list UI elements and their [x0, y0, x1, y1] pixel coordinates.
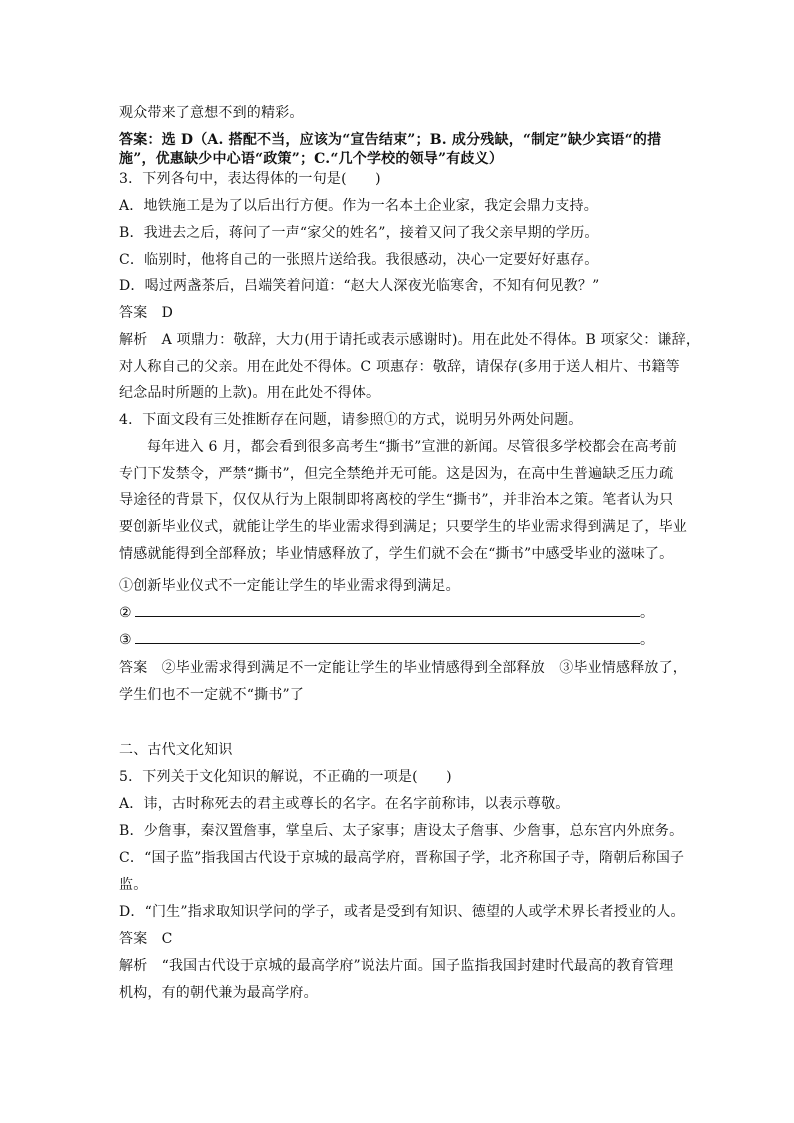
blank-end: 。 — [640, 605, 654, 621]
fill-blank-3[interactable] — [119, 630, 679, 649]
analysis-line: 对人称自己的父亲。用在此处不得体。C 项惠存：敬辞，请保存(多用于送人相片、书籍等 — [119, 359, 680, 375]
answer-line: 答案 ②毕业需求得到满足不一定能让学生的毕业情感得到全部释放 ③毕业情感释放了， — [119, 660, 687, 676]
analysis-line: 解析 “我国古代设于京城的最高学府”说法片面。国子监指我国封建时代最高的教育管理 — [119, 958, 674, 974]
option-d: D．喝过两盏茶后，吕端笑着问道：“赵大人深夜光临寒舍，不知有何见教？” — [119, 278, 600, 294]
option-b: B．我进去之后，蒋问了一声“家父的姓名”，接着又问了我父亲早期的学历。 — [119, 225, 599, 241]
question-3: 3．下列各句中，表达得体的一句是( ) — [119, 171, 381, 187]
answer-line: 答案 C — [119, 931, 173, 947]
passage-line: 情感就能得到全部释放；毕业情感释放了，学生们就不会在“撕书”中感受毕业的滋味了。 — [119, 546, 674, 562]
analysis-line: 纪念品时所题的上款)。用在此处不得体。 — [119, 385, 381, 401]
blank-number: ③ — [119, 632, 132, 648]
fill-blank-2[interactable] — [119, 603, 679, 622]
answer-line: 答案 D — [119, 305, 174, 321]
analysis-line: 机构，有的朝代兼为最高学府。 — [119, 985, 318, 1001]
option-b: B．少詹事，秦汉置詹事，掌皇后、太子家事；唐设太子詹事、少詹事，总东宫内外庶务。 — [119, 823, 684, 839]
section-heading: 二、古代文化知识 — [119, 742, 233, 758]
blank-end: 。 — [640, 632, 654, 648]
answer-line: 学生们也不一定就不“撕书”了 — [119, 687, 305, 703]
passage-line: 专门下发禁令，严禁“撕书”，但完全禁绝并无可能。这是因为，在高中生普遍缺乏压力疏 — [119, 466, 674, 482]
blank-number: ② — [119, 605, 132, 621]
option-c: C．临别时，他将自己的一张照片送给我。我很感动，决心一定要好好惠存。 — [119, 252, 599, 268]
option-a: A．地铁施工是为了以后出行方便。作为一名本土企业家，我定会鼎力支持。 — [119, 198, 598, 214]
option-c-cont: 监。 — [119, 877, 148, 893]
option-a: A．讳，古时称死去的君主或尊长的名字。在名字前称讳，以表示尊敬。 — [119, 796, 570, 812]
question-5: 5．下列关于文化知识的解说，不正确的一项是( ) — [119, 769, 452, 785]
question-4: 4．下面文段有三处推断存在问题，请参照①的方式，说明另外两处问题。 — [119, 412, 583, 428]
text-line: 观众带来了意想不到的精彩。 — [119, 105, 304, 121]
example-answer: ①创新毕业仪式不一定能让学生的毕业需求得到满足。 — [119, 578, 460, 594]
passage-line: 导途径的背景下，仅仅从行为上限制即将离校的学生“撕书”，并非治本之策。笔者认为只 — [119, 492, 674, 508]
blank-underline[interactable] — [135, 630, 640, 644]
blank-underline[interactable] — [135, 603, 640, 617]
answer-line: 答案：选 D（A. 搭配不当，应该为“宣告结束”；B. 成分残缺，“制定”缺少宾语“的措 — [119, 132, 662, 148]
answer-line: 施”，优惠缺少中心语“政策”；C.“几个学校的领导”有歧义） — [119, 151, 504, 167]
passage-line: 每年进入 6 月，都会看到很多高考生“撕书”宣泄的新闻。尽管很多学校都会在高考前 — [147, 439, 678, 455]
option-c: C．“国子监”指我国古代设于京城的最高学府，晋称国子学，北齐称国子寺，隋朝后称国子 — [119, 850, 685, 866]
option-d: D．“门生”指求取知识学问的学子，或者是受到有知识、德望的人或学术界长者授业的人。 — [119, 904, 685, 920]
analysis-line: 解析 A 项鼎力：敬辞，大力(用于请托或表示感谢时)。用在此处不得体。B 项家父：谦辞， — [119, 332, 701, 348]
passage-line: 要创新毕业仪式，就能让学生的毕业需求得到满足；只要学生的毕业需求得到满足了，毕业 — [119, 519, 687, 535]
